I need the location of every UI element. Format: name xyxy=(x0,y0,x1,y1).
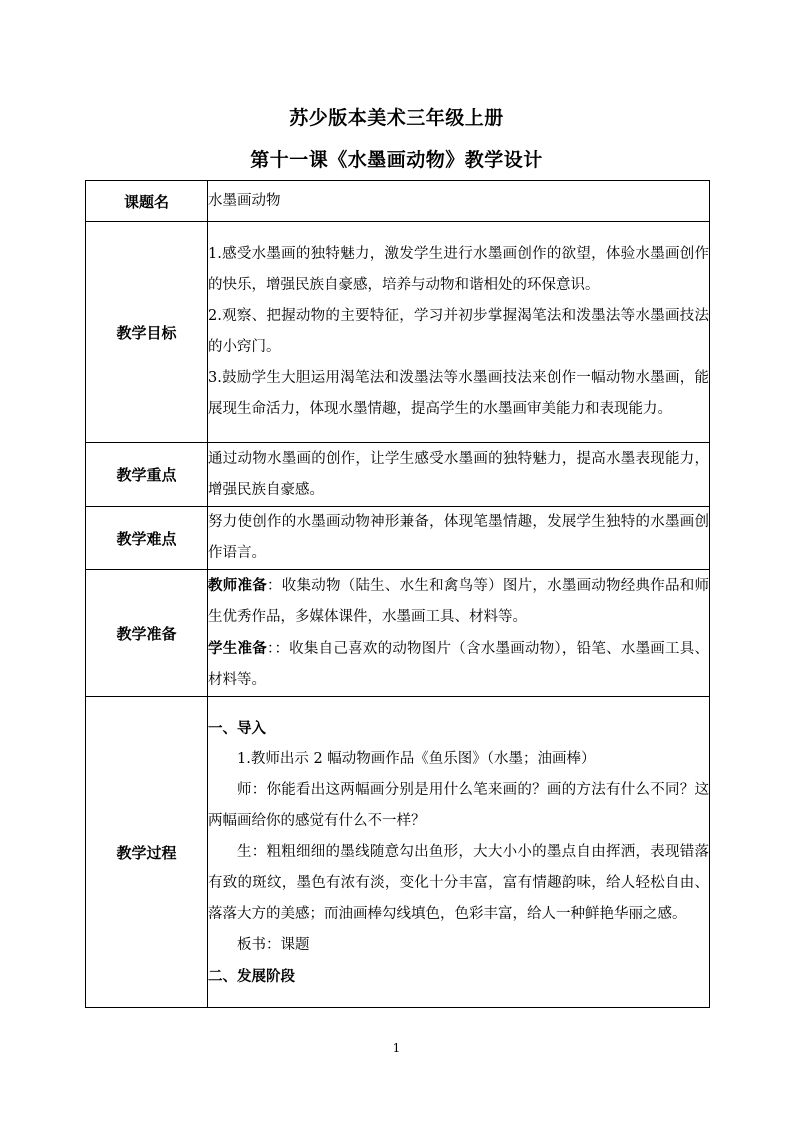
objective-item-1: 1.感受水墨画的独特魅力，激发学生进行水墨画创作的欲望，体验水墨画创作的快乐，增强民族自豪感，培养与动物和谐相处的环保意识。 xyxy=(208,246,709,293)
student-answer: 生：粗粗细细的墨线随意勾出鱼形，大大小小的墨点自由挥洒，表现错落有致的斑纹，墨色有浓有淡，变化十分丰富，富有情趣韵味，给人轻松自由、落落大方的美感；而油画棒勾线填色，色彩丰富，给人一种鲜艳华丽之感。 xyxy=(208,843,709,922)
section-heading-intro: 一、导入 xyxy=(208,719,266,737)
difficulties-label: 教学难点 xyxy=(86,507,208,570)
student-preparation-label: 学生准备 xyxy=(208,640,267,657)
topic-label: 课题名 xyxy=(86,181,208,222)
teacher-preparation xyxy=(208,570,709,633)
objectives-content xyxy=(208,222,710,443)
student-preparation-text: ：：收集自己喜欢的动物图片（含水墨画动物），铅笔、水墨画工具、材料等。 xyxy=(208,641,710,688)
page-number: 1 xyxy=(392,1041,401,1055)
teacher-question: 师：你能看出这两幅画分别是用什么笔来画的？画的方法有什么不同？这两幅画给你的感觉有什么不一样？ xyxy=(208,781,709,829)
objectives-label: 教学目标 xyxy=(86,222,208,443)
section-heading-development: 二、发展阶段 xyxy=(208,967,295,985)
table-row-topic xyxy=(86,181,710,222)
lesson-plan-table xyxy=(85,180,710,1008)
blackboard-note: 板书：课题 xyxy=(237,936,310,953)
teacher-preparation-label: 教师准备 xyxy=(208,577,267,594)
preparation-label: 教学准备 xyxy=(86,570,208,697)
key-points-text: 通过动物水墨画的创作，让学生感受水墨画的独特魅力，提高水墨表现能力，增强民族自豪感。 xyxy=(208,443,710,507)
teacher-preparation-text: ：收集动物（陆生、水生和禽鸟等）图片，水墨画动物经典作品和师生优秀作品，多媒体课件，水墨画工具、材料等。 xyxy=(208,578,710,625)
process-step-1: 1.教师出示 2 幅动物画作品《鱼乐图》（水墨；油画棒） xyxy=(237,750,596,767)
process-label: 教学过程 xyxy=(86,697,208,1008)
objective-item-2: 2.观察、把握动物的主要特征，学习并初步掌握渴笔法和泼墨法等水墨画技法的小窍门。 xyxy=(208,308,709,355)
table-row-preparation xyxy=(86,570,710,697)
preparation-content xyxy=(208,570,710,697)
process-content xyxy=(208,697,710,1008)
objective-item-3: 3.鼓励学生大胆运用渴笔法和泼墨法等水墨画技法来创作一幅动物水墨画，能展现生命活力，体现水墨情趣，提高学生的水墨画审美能力和表现能力。 xyxy=(208,370,709,417)
document-title: 苏少版本美术三年级上册 xyxy=(289,107,504,129)
student-preparation xyxy=(208,633,709,696)
table-row-key-points xyxy=(86,443,710,507)
table-row-process xyxy=(86,697,710,1008)
topic-value: 水墨画动物 xyxy=(208,181,710,222)
lesson-title: 第十一课《水墨画动物》教学设计 xyxy=(250,149,543,171)
table-row-objectives xyxy=(86,222,710,443)
table-row-difficulties xyxy=(86,507,710,570)
key-points-label: 教学重点 xyxy=(86,443,208,507)
difficulties-text: 努力使创作的水墨画动物神形兼备，体现笔墨情趣，发展学生独特的水墨画创作语言。 xyxy=(208,507,710,570)
